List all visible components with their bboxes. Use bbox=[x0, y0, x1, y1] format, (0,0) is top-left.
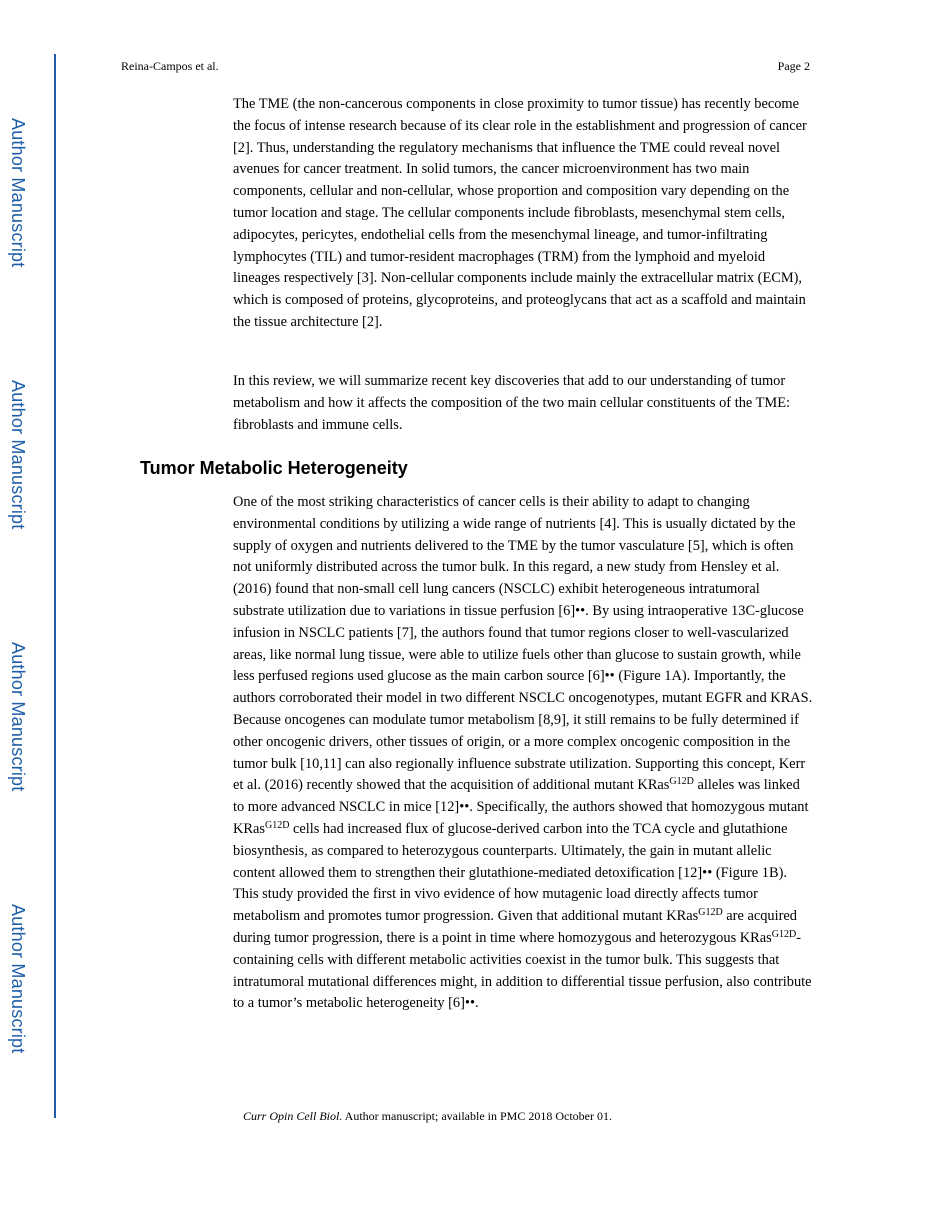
superscript-mutation: G12D bbox=[698, 907, 723, 919]
paragraph-metabolic-heterogeneity: One of the most striking characteristics of cancer cells is their ability to adapt to changing environmental conditions by utilizing a wide range of nutrients [4]. This is usually dictated by the supply of oxygen and nutrients delivered to the TME by the tumor vasculature [5], which is often not uniformly distributed across the tumor bulk. In this regard, a new study from Hensley et al. (2016) found that non-small cell lung cancers (NSCLC) exhibit heterogeneous intratumoral substrate utilization due to variations in tissue perfusion [6]••. By using intraoperative 13C-glucose infusion in NSCLC patients [7], the authors found that tumor regions closer to well-vascularized areas, like normal lung tissue, were able to utilize fuels other than glucose to sustain growth, while less perfused regions used glucose as the main carbon source [6]•• (Figure 1A). Importantly, the authors corroborated their model in two different NSCLC oncogenotypes, mutant EGFR and KRAS. Because oncogenes can modulate tumor metabolism [8,9], it still remains to be fully determined if other oncogenic drivers, other tissues of origin, or a more complex oncogenic composition in the tumor bulk [10,11] can also regionally influence substrate utilization. Supporting this concept, Kerr et al. (2016) recently showed that the acquisition of additional mutant KRas$^{G12D}$ alleles was linked to more advanced NSCLC in mice [12]••. Specifically, the authors showed that homozygous mutant KRas$^{G12D}$ cells had increased flux of glucose-derived carbon into the TCA cycle and glutathione biosynthesis, as compared to heterozygous counterparts. Ultimately, the gain in mutant allelic content allowed them to strengthen their glutathione-mediated detoxification [12]•• (Figure 1B). This study provided the first in vivo evidence of how mutagenic load directly affects tumor metabolism and promotes tumor progression. Given that additional mutant KRas$^{G12D}$ are acquired during tumor progression, there is a point in time where homozygous and heterozygous KRas$^{G12D}$-containing cells with different metabolic activities coexist in the tumor bulk. This suggests that intratumoral mutational differences might, in addition to differential tissue perfusion, also contribute to a tumor’s metabolic heterogeneity [6]••. bbox=[233, 494, 813, 1012]
running-head-authors: Reina-Campos et al. bbox=[121, 59, 219, 73]
sidebar-divider bbox=[54, 54, 56, 1118]
paragraph-review-scope: In this review, we will summarize recent key discoveries that add to our understanding of tumor metabolism and how it affects the composition of the two main cellular constituents of the TME: fibroblasts and immune cells. bbox=[233, 373, 790, 433]
journal-name: Curr Opin Cell Biol. bbox=[243, 1109, 343, 1123]
paragraph-tme-intro: The TME (the non-cancerous components in close proximity to tumor tissue) has recently become the focus of intense research because of its clear role in the establishment and progression of cancer [2]. Thus, understanding the regulatory mechanisms that influence the TME could reveal novel avenues for cancer treatment. In solid tumors, the cancer microenvironment has two main components, cellular and non-cellular, whose proportion and composition vary depending on the tumor location and stage. The cellular components include fibroblasts, mesenchymal stem cells, adipocytes, pericytes, endothelial cells from the mesenchymal lineage, and tumor-infiltrating lymphocytes (TIL) and tumor-resident macrophages (TRM) from the lymphoid and myeloid lineages respectively [3]. Non-cellular components include mainly the extracellular matrix (ECM), which is composed of proteins, glycoproteins, and proteoglycans that act as a scaffold and maintain the tissue architecture [2]. bbox=[233, 96, 807, 330]
superscript-mutation: G12D bbox=[771, 928, 797, 940]
section-heading: Tumor Metabolic Heterogeneity bbox=[140, 458, 408, 478]
page-number: Page 2 bbox=[777, 59, 810, 73]
superscript-mutation: G12D bbox=[669, 776, 694, 788]
manuscript-note: Author manuscript; available in PMC 2018 October 01. bbox=[342, 1109, 612, 1123]
page-footer bbox=[243, 1109, 612, 1124]
superscript-mutation: G12D bbox=[264, 819, 290, 831]
